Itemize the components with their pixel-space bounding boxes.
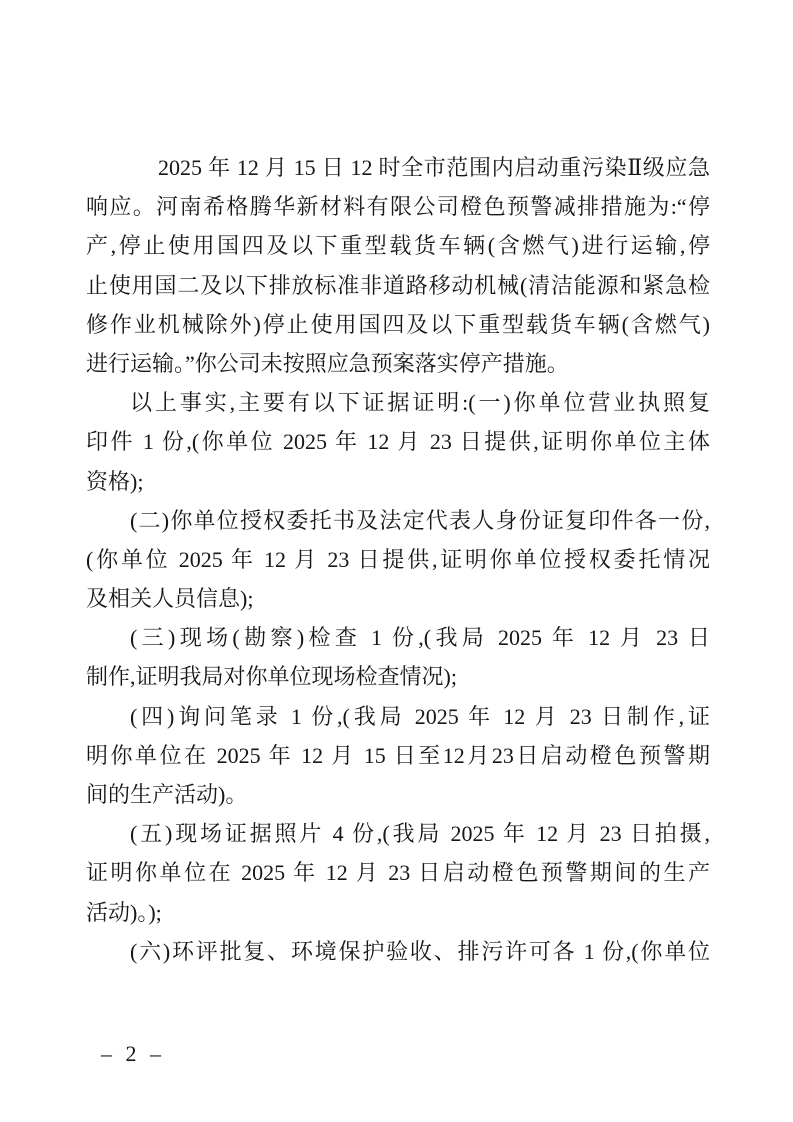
text-line: 活动)。); (86, 899, 162, 925)
text-line: (五)现场证据照片 4 份,(我局 2025 年 12 月 23 日拍摄, (130, 821, 710, 847)
text-line: 修作业机械除外)停止使用国四及以下重型载货车辆(含燃气) (86, 311, 710, 337)
text-line: 证明你单位在 2025 年 12 月 23 日启动橙色预警期间的生产 (86, 860, 710, 886)
text-line: (六)环评批复、环境保护验收、排污许可各 1 份,(你单位 (130, 938, 710, 964)
text-line: 进行运输。”你公司未按照应急预案落实停产措施。 (86, 350, 569, 376)
text-line: 印件 1 份,(你单位 2025 年 12 月 23 日提供,证明你单位主体 (86, 429, 710, 455)
text-line: (三)现场(勘察)检查 1 份,(我局 2025 年 12 月 23 日 (130, 625, 710, 651)
text-line: 制作,证明我局对你单位现场检查情况); (86, 664, 457, 690)
text-line: 产,停止使用国四及以下重型载货车辆(含燃气)进行运输,停 (86, 233, 710, 259)
text-line: 及相关人员信息); (86, 586, 254, 612)
text-line: 间的生产活动)。 (86, 782, 248, 807)
text-line: 响应。河南希格腾华新材料有限公司橙色预警减排措施为:“停 (86, 194, 710, 220)
text-line: (你单位 2025 年 12 月 23 日提供,证明你单位授权委托情况 (86, 546, 710, 572)
text-line: 2025 年 12 月 15 日 12 时全市范围内启动重污染Ⅱ级应急 (158, 155, 710, 180)
text-line: 资格); (86, 468, 144, 494)
text-line: 止使用国二及以下排放标准非道路移动机械(清洁能源和紧急检 (86, 272, 710, 298)
page-number: – 2 – (101, 1041, 165, 1066)
text-line: (四)询问笔录 1 份,(我局 2025 年 12 月 23 日制作,证 (130, 703, 710, 729)
text-line: 以上事实,主要有以下证据证明:(一)你单位营业执照复 (130, 390, 710, 416)
text-line: (二)你单位授权委托书及法定代表人身份证复印件各一份, (130, 507, 710, 533)
text-line: 明你单位在 2025 年 12 月 15 日至12月23日启动橙色预警期 (86, 742, 710, 768)
document-text-body (86, 148, 710, 971)
